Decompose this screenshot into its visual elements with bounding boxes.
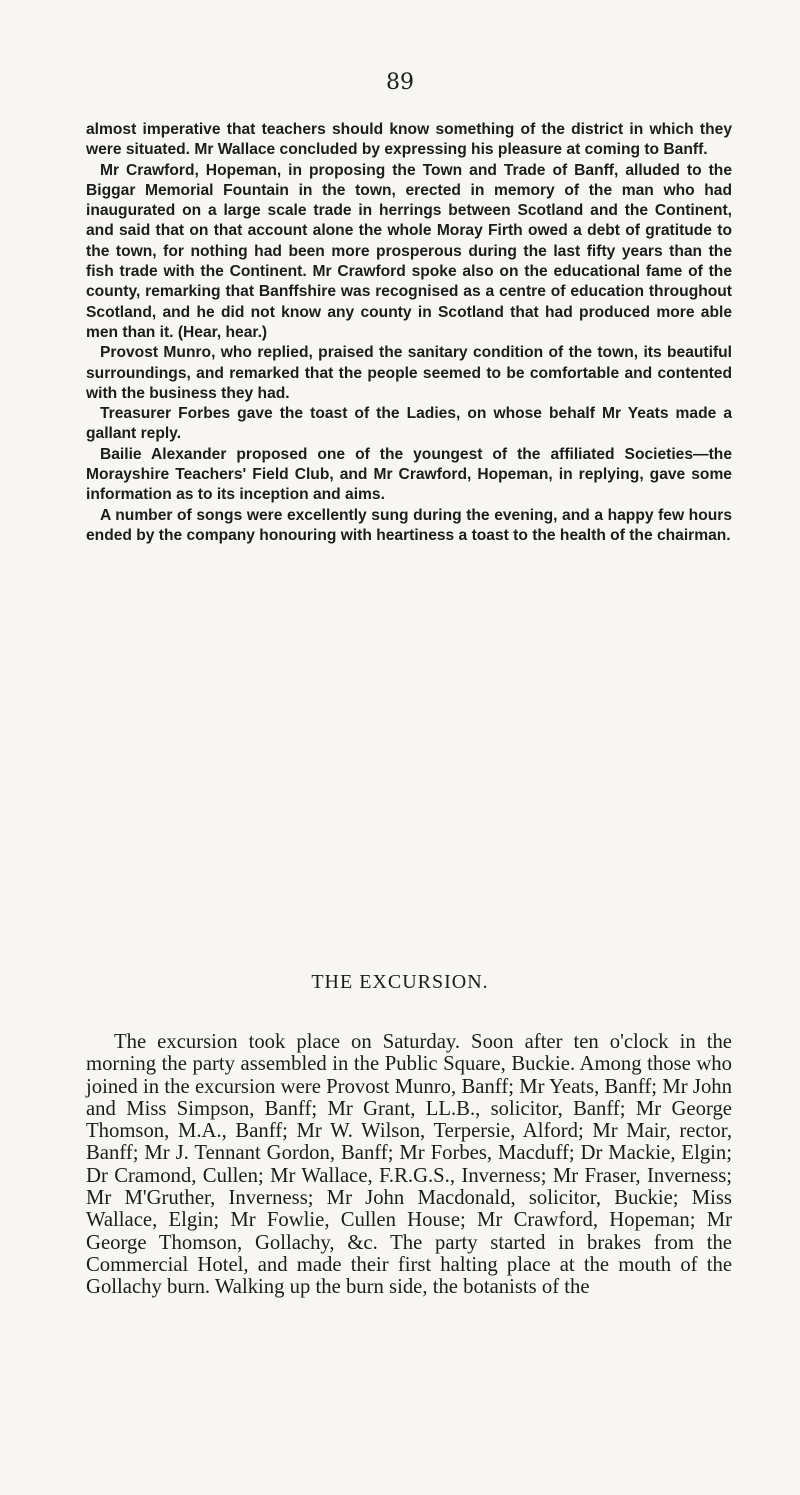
paragraph-ladies-toast: Treasurer Forbes gave the toast of the Ladies, on whose behalf Mr Yeats made a gallant reply. — [86, 405, 732, 443]
page-number: 89 — [386, 70, 414, 95]
paragraph-crawford-toast: Mr Crawford, Hopeman, in proposing the Town and Trade of Banff, alluded to the Biggar Memorial Fountain in the town, erected in memory of the man who had inaugurated on a large scale trade in herrings between Scotland and the Continent, and said that on that account alone the whole Moray Firth owed a debt of gratitude to the town, for nothing had been more prosperous during the last fifty years than the fish trade with the Continent. Mr Crawford spoke also on the educational fame of the county, remarking that Banffshire was recognised as a centre of education throughout Scotland, and he did not know any county in Scotland that had produced more able men than it. (Hear, hear.) — [86, 161, 732, 341]
lower-text-block — [86, 1031, 732, 1299]
paragraph-field-club: Bailie Alexander proposed one of the youngest of the affiliated Societies—the Morayshire Teachers' Field Club, and Mr Crawford, Hopeman, in replying, gave some information as to its inception and aims. — [86, 445, 732, 504]
section-heading: THE EXCURSION. — [311, 971, 489, 993]
paragraph-provost-reply: Provost Munro, who replied, praised the sanitary condition of the town, its beautiful surroundings, and remarked that the people seemed to be comfortable and contented with the business they had. — [86, 344, 732, 402]
paragraph-wallace-conclusion: almost imperative that teachers should know something of the district in which they were situated. Mr Wallace concluded by expressing his pleasure at coming to Banff. — [86, 121, 732, 159]
upper-text-block — [86, 120, 732, 546]
paragraph-songs: A number of songs were excellently sung during the evening, and a happy few hours ended by the company honouring with heartiness a toast to the health of the chairman. — [86, 506, 732, 544]
paragraph-excursion: The excursion took place on Saturday. Soon after ten o'clock in the morning the party assembled in the Public Square, Buckie. Among those who joined in the excursion were Provost Munro, Banff; Mr Yeats, Banff; Mr John and Miss Simpson, Banff; Mr Grant, LL.B., solicitor, Banff; Mr George Thomson, M.A., Banff; Mr W. Wilson, Terpersie, Alford; Mr Mair, rector, Banff; Mr J. Tennant Gordon, Banff; Mr Forbes, Macduff; Dr Mackie, Elgin; Dr Cramond, Cullen; Mr Wallace, F.R.G.S., Inverness; Mr Fraser, Inverness; Mr M'Gruther, Inverness; Mr John Macdonald, solicitor, Buckie; Miss Wallace, Elgin; Mr Fowlie, Cullen House; Mr Crawford, Hopeman; Mr George Thomson, Gollachy, &c. The party started in brakes from the Commercial Hotel, and made their first halting place at the mouth of the Gollachy burn. Walking up the burn side, the botanists of the — [86, 1031, 732, 1299]
